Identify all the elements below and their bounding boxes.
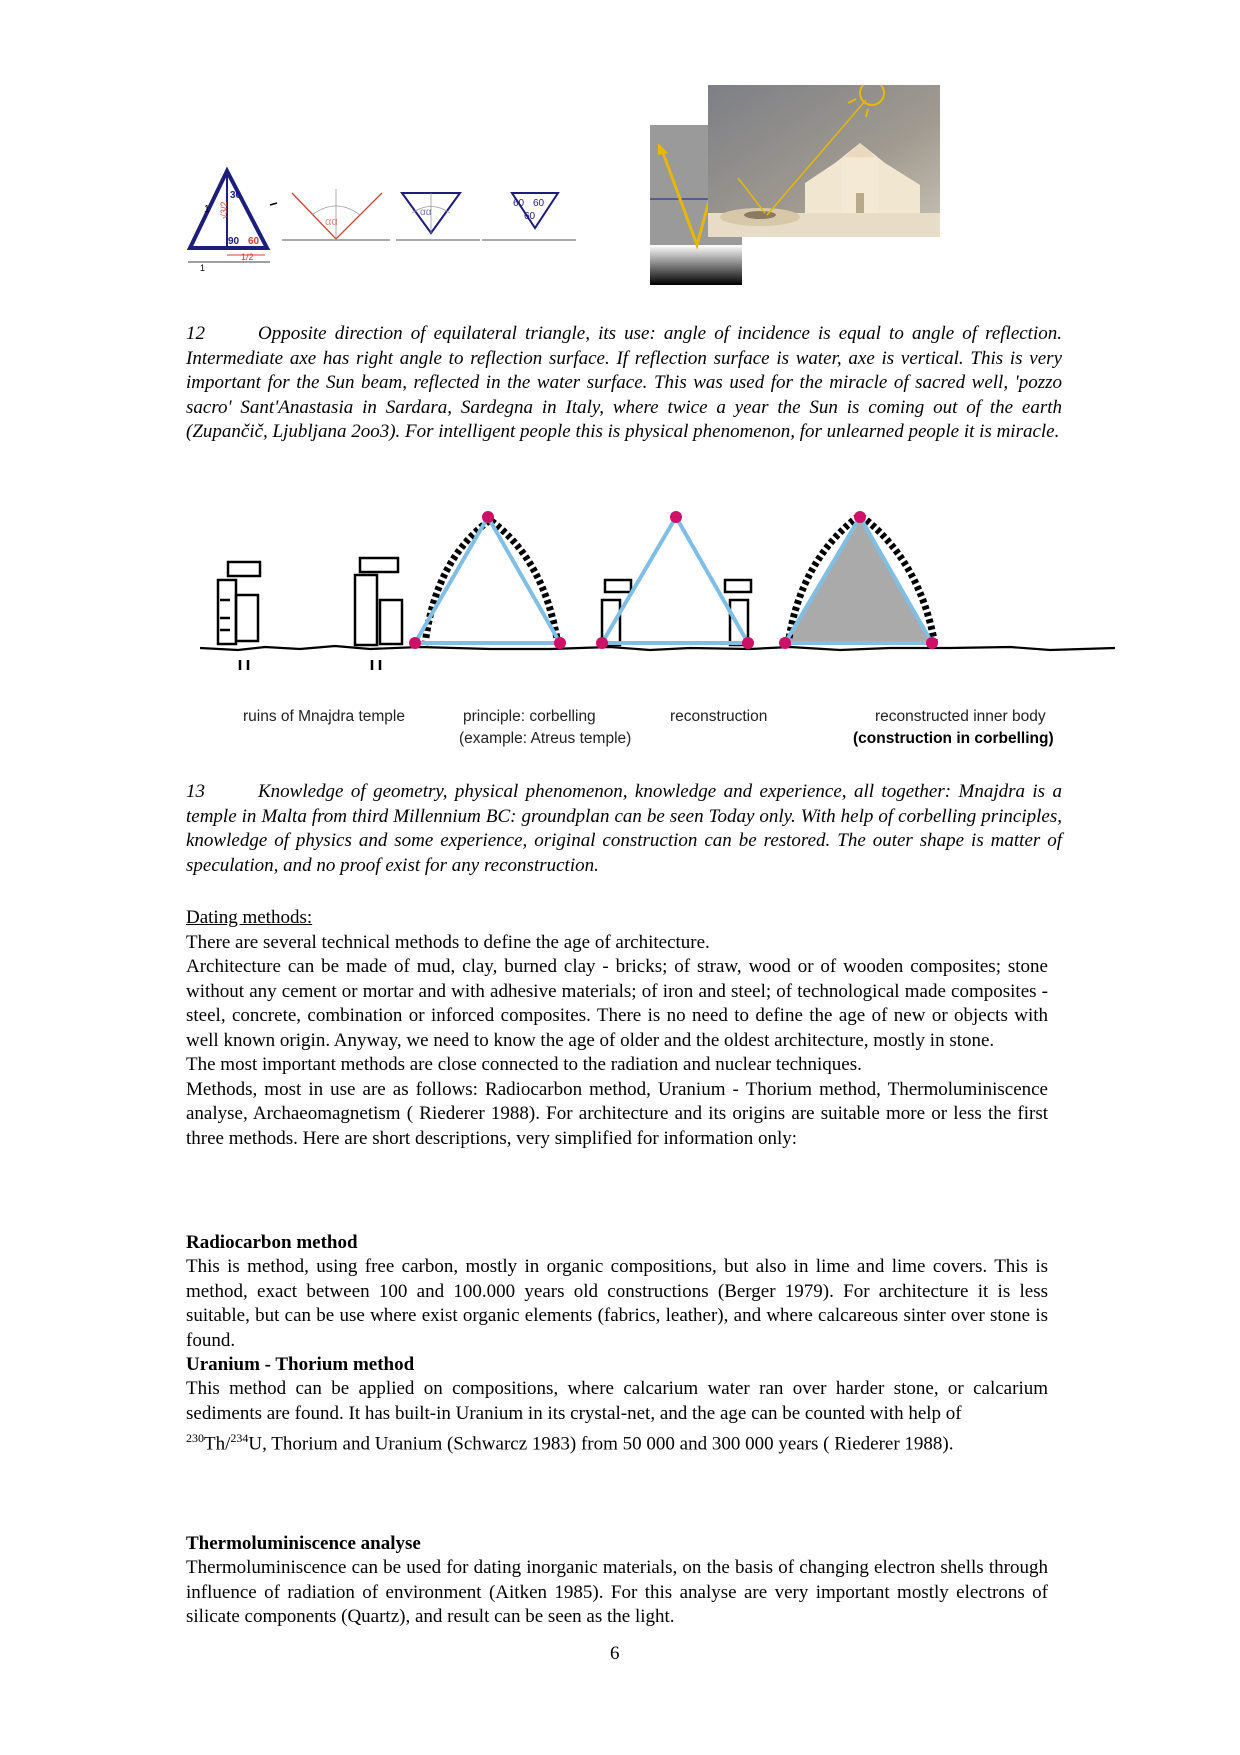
thermo-section	[186, 1532, 1048, 1630]
caption-text: Knowledge of geometry, physical phenomenon, knowledge and experience, all together: Mnajdra is a temple in Malta from third Millennium BC: groundplan can be seen Today only. With help of corbelling principles, knowledge of physics and some experience, original construction can be restored. The outer shape is matter of speculation, and no proof exist for any reconstruction.	[186, 781, 1062, 876]
dating-paragraph-4: Methods, most in use are as follows: Radiocarbon method, Uranium - Thorium method, Thermoluminiscence analyse, Archaeomagnetism ( Riederer 1988). For architecture and its origins are suitable more or less the first three methods. Here are short descriptions, very simplified for information only:	[186, 1078, 1048, 1149]
uranium-text: This method can be applied on compositions, where calcarium water ran over harder stone, or calcarium sediments are found. It has built-in Uranium in its crystal-net, and the age can be counted with help of $^{230}$Th/$^{234}$U, Thorium and Uranium (Schwarcz 1983) from 50 000 and 300 000 years ( Riederer 1988).	[186, 1378, 1048, 1455]
svg-text:1/2: 1/2	[241, 252, 254, 262]
radiocarbon-text: This is method, using free carbon, mostly in organic compositions, but also in lime and lime covers. This is method, exact between 100 and 100.000 years old constructions (Berger 1979). For architecture it is less suitable, but can be use where exist organic elements (fabrics, leather), and where calcareous sinter over stone is found.	[186, 1256, 1048, 1351]
inverted-triangle-diagram	[396, 193, 480, 240]
geometry-figure-row	[180, 85, 1060, 300]
label-ruins: ruins of Mnajdra temple	[243, 708, 405, 725]
ruin-sketch-2	[240, 558, 402, 670]
svg-text:αα: αα	[420, 207, 432, 218]
svg-text:√3/2: √3/2	[219, 201, 229, 219]
radiocarbon-title: Radiocarbon method	[186, 1232, 358, 1253]
dating-paragraph-2: Architecture can be made of mud, clay, burned clay - bricks; of straw, wood or of wooden composites; stone without any cement or mortar and with adhesive materials; of iron and steel; of technological made composites - steel, concrete, combination or inforced composites. There is no need to define the age of new or objects with well known origin. Anyway, we need to know the age of older and the oldest architecture, mostly in stone.	[186, 956, 1048, 1051]
thermo-text: Thermoluminiscence can be used for dating inorganic materials, on the basis of changing electron shells through influence of radiation of environment (Aitken 1985). For this analyse are very important mostly electrons of silicate components (Quartz), and result can be seen as the light.	[186, 1557, 1048, 1627]
svg-text:60: 60	[513, 198, 525, 209]
radiocarbon-section	[186, 1231, 1048, 1457]
mnajdra-reconstruction-figure	[190, 500, 1125, 690]
reconstruction-sketch	[596, 511, 754, 649]
svg-text:60: 60	[524, 211, 536, 222]
sacred-well-model-photo	[708, 85, 940, 237]
page-number: 6	[610, 1643, 620, 1664]
label-principle: principle: corbelling	[463, 708, 596, 725]
ruin-sketch-1	[218, 562, 260, 644]
caption-text: Opposite direction of equilateral triangle, its use: angle of incidence is equal to angle of reflection. Intermediate axe has right angle to reflection surface. If reflection surface is water, axe is vertical. This is very important for the Sun beam, reflected in the water surface. This was used for the miracle of sacred well, 'pozzo sacro' Sant'Anastasia in Sardara, Sardegna in Italy, where twice a year the Sun is coming out of the earth (Zupančič, Ljubljana 2oo3). For intelligent people this is physical phenomenon, for unlearned people it is miracle.	[186, 323, 1062, 442]
caption-13	[186, 780, 1062, 878]
label-reconstruction: reconstruction	[670, 708, 768, 725]
svg-text:90: 90	[228, 236, 240, 247]
caption-number: 13	[186, 781, 205, 802]
uranium-title: Uranium - Thorium method	[186, 1354, 415, 1375]
dating-paragraph-3: The most important methods are close connected to the radiation and nuclear techniques.	[186, 1054, 862, 1075]
thermo-title: Thermoluminiscence analyse	[186, 1533, 421, 1554]
dating-methods-title: Dating methods:	[186, 907, 313, 928]
inner-body-sketch	[779, 511, 938, 649]
svg-text:60: 60	[248, 236, 260, 247]
svg-text:60: 60	[533, 198, 545, 209]
caption-number: 12	[186, 323, 205, 344]
svg-text:1: 1	[200, 263, 206, 273]
dating-methods-section	[186, 906, 1048, 1151]
caption-12	[186, 322, 1062, 445]
svg-text:1: 1	[204, 204, 210, 215]
dating-paragraph-1: There are several technical methods to define the age of architecture.	[186, 931, 710, 953]
corbelling-principle-sketch	[409, 511, 566, 649]
svg-text:αα: αα	[325, 216, 338, 228]
label-inner-body: reconstructed inner body	[875, 708, 1046, 725]
equilateral-triangle-diagram	[188, 171, 277, 273]
svg-text:30: 30	[230, 190, 242, 201]
reflection-angle-diagram	[282, 189, 390, 240]
label-principle-example: (example: Atreus temple)	[459, 730, 632, 747]
ground-line	[200, 646, 1115, 650]
inverted-triangle-60-diagram	[482, 193, 576, 240]
label-inner-note: (construction in corbelling)	[853, 730, 1054, 747]
